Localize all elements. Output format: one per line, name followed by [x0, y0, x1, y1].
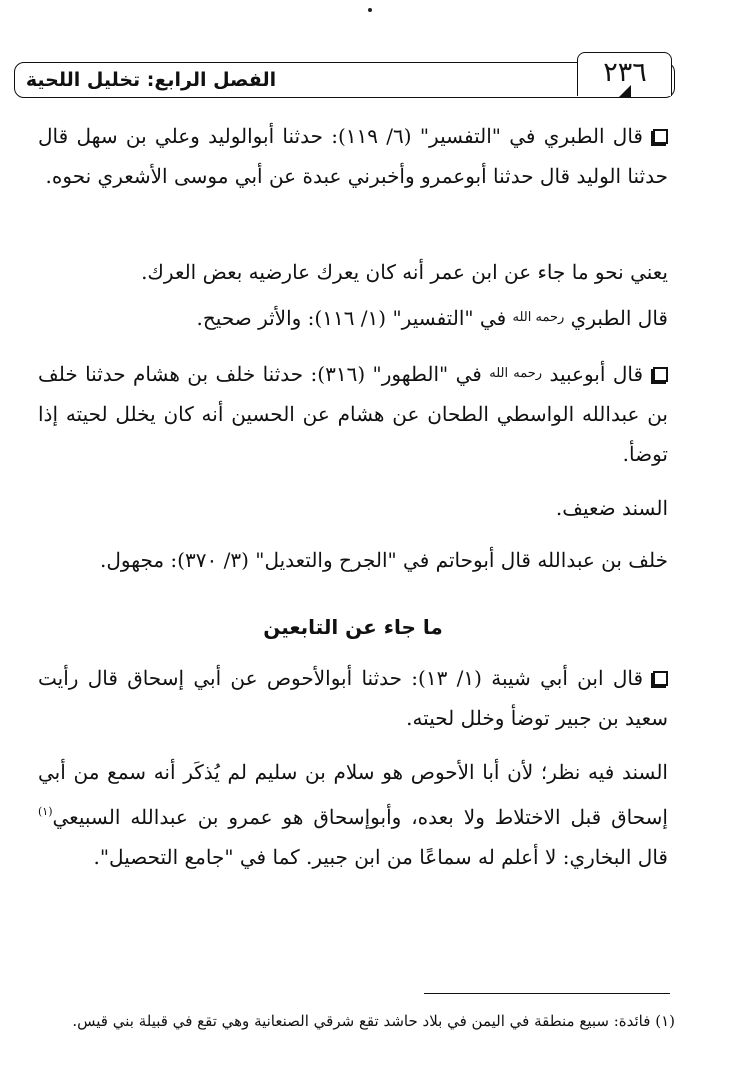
page-curl-icon — [618, 84, 632, 98]
page-number: ٢٣٦ — [603, 57, 647, 88]
checkbox-bullet-icon — [653, 367, 668, 382]
section-heading: ما جاء عن التابعين — [263, 615, 443, 639]
paragraph-khalaf: خلف بن عبدالله قال أبوحاتم في "الجرح والتعديل" (٣/ ٣٧٠): مجهول. — [100, 548, 668, 572]
paragraph-explanation: يعني نحو ما جاء عن ابن عمر أنه كان يعرك عارضيه بعض العرك. — [141, 260, 668, 284]
footnote-marker: (١) — [655, 1012, 675, 1030]
paragraph-tabari-grading: قال الطبري $^{رحمه الله}$ في "التفسير" (١/ ١١٦): والأثر صحيح. — [196, 306, 668, 330]
checkbox-bullet-icon — [653, 129, 668, 144]
paragraph-tabari-1: قال الطبري في "التفسير" (٦/ ١١٩): حدثنا أبوالوليد وعلي بن سهل قال حدثنا الوليد قال حدثنا أبوعمرو وأخبرني عبدة عن أبي موسى الأشعري نحوه. — [38, 124, 668, 188]
footnote-text: فائدة: سبيع منطقة في اليمن في بلاد حاشد تقع شرقي الصنعانية وهي تقع في قبيلة بني قيس. — [72, 1012, 651, 1030]
footnote-separator — [424, 993, 670, 994]
print-dot — [368, 8, 372, 12]
checkbox-bullet-icon — [653, 671, 668, 686]
honorific-glyph: رحمه الله — [489, 366, 543, 381]
honorific-glyph: رحمه الله — [512, 310, 565, 325]
paragraph-weak-chain: السند ضعيف. — [555, 496, 668, 520]
footnote — [60, 1008, 675, 1034]
footnote-reference[interactable]: (١) — [38, 805, 53, 818]
chapter-title: الفصل الرابع: تخليل اللحية — [25, 69, 277, 91]
paragraph-chain-analysis: السند فيه نظر؛ لأن أبا الأحوص هو سلام بن سليم لم يُذكَر أنه سمع من أبي إسحاق قبل الاختلاط ولا بعده، وأبوإسحاق هو عمرو بن عبدالله السبيعي$^{(١)}$ قال البخاري: لا أعلم له سماعًا من ابن جبير. كما في "جامع التحصيل". — [38, 760, 668, 869]
paragraph-ibn-abi-shayba: قال ابن أبي شيبة (١/ ١٣): حدثنا أبوالأحوص عن أبي إسحاق قال رأيت سعيد بن جبير توضأ وخلل لحيته. — [38, 666, 668, 730]
paragraph-abu-ubaid: قال أبوعبيد $^{رحمه الله}$ في "الطهور" (٣١٦): حدثنا خلف بن هشام حدثنا خلف بن عبدالله الواسطي الطحان عن هشام عن الحسين أنه كان يخلل لحيته إذا توضأ. — [38, 362, 668, 466]
